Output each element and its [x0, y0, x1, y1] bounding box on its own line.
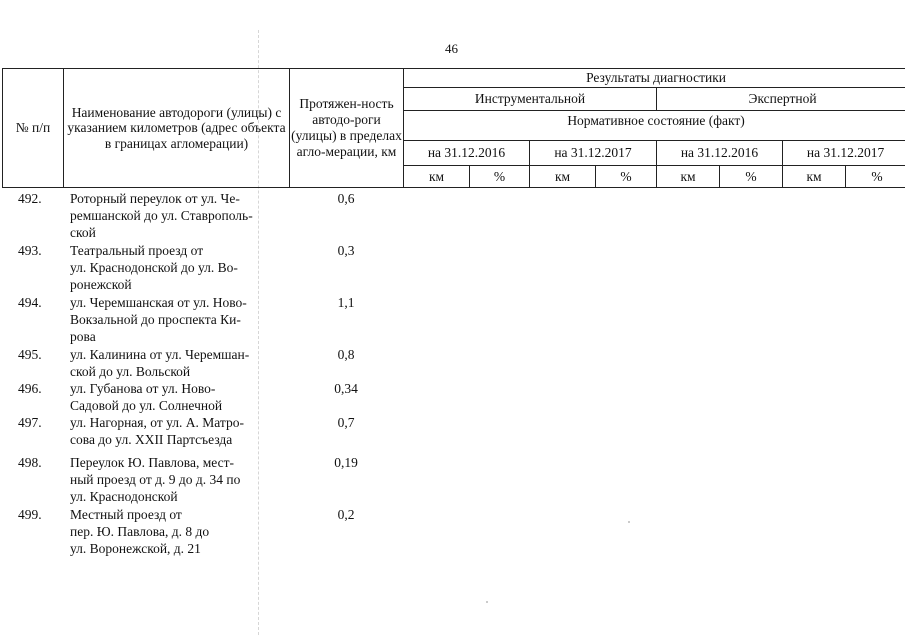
row-number: 498.	[18, 455, 42, 470]
header-unit: км	[783, 166, 846, 188]
row-number: 494.	[18, 295, 42, 310]
header-col-name: Наименование автодороги (улицы) с указанием километров (адрес объекта в границах агломерации)	[64, 69, 290, 188]
header-unit: км	[404, 166, 470, 188]
header-col-length: Протяжен-ность автодо-роги (улицы) в пределах агло-мерации, км	[290, 69, 404, 188]
road-length: 0,3	[337, 243, 355, 258]
header-unit: %	[470, 166, 530, 188]
header-unit: км	[530, 166, 596, 188]
road-length: 0,7	[337, 415, 355, 430]
road-name: ул. Калинина от ул. Черемшан- ской до ул. Вольской	[70, 347, 250, 379]
scan-speck	[628, 521, 630, 523]
header-date: на 31.12.2017	[783, 141, 905, 166]
road-name: Театральный проезд от ул. Краснодонской до ул. Во- ронежской	[70, 243, 238, 292]
header-unit: %	[720, 166, 783, 188]
row-number: 499.	[18, 507, 42, 522]
page-number: 46	[445, 41, 458, 56]
header-col-num: № п/п	[3, 69, 64, 188]
road-length: 0,2	[337, 507, 355, 522]
scan-speck	[486, 601, 488, 603]
road-length: 0,19	[334, 455, 358, 470]
header-normative: Нормативное состояние (факт)	[404, 111, 905, 141]
header-date: на 31.12.2016	[657, 141, 783, 166]
road-length: 0,6	[337, 191, 355, 206]
road-name: Местный проезд от пер. Ю. Павлова, д. 8 до ул. Воронежской, д. 21	[70, 507, 210, 556]
row-number: 496.	[18, 381, 42, 396]
road-length: 0,8	[337, 347, 355, 362]
road-length: 1,1	[337, 295, 355, 310]
header-unit: %	[846, 166, 905, 188]
header-table	[2, 68, 905, 188]
header-instrumental: Инструментальной	[404, 88, 657, 111]
header-unit: %	[596, 166, 657, 188]
row-number: 493.	[18, 243, 42, 258]
road-name: Переулок Ю. Павлова, мест- ный проезд от д. 9 до д. 34 по ул. Краснодонской	[70, 455, 241, 504]
road-name: ул. Черемшанская от ул. Ново- Вокзальной до проспекта Ки- рова	[70, 295, 247, 344]
road-name: ул. Нагорная, от ул. А. Матро- сова до ул. XXII Партсъезда	[70, 415, 244, 447]
road-name: Роторный переулок от ул. Че- ремшанской до ул. Ставрополь- ской	[70, 191, 253, 240]
header-results: Результаты диагностики	[404, 69, 905, 88]
header-unit: км	[657, 166, 720, 188]
road-length: 0,34	[334, 381, 358, 396]
row-number: 495.	[18, 347, 42, 362]
header-date: на 31.12.2016	[404, 141, 530, 166]
row-number: 492.	[18, 191, 42, 206]
road-name: ул. Губанова от ул. Ново- Садовой до ул. Солнечной	[70, 381, 223, 413]
row-number: 497.	[18, 415, 42, 430]
header-date: на 31.12.2017	[530, 141, 657, 166]
header-expert: Экспертной	[657, 88, 905, 111]
